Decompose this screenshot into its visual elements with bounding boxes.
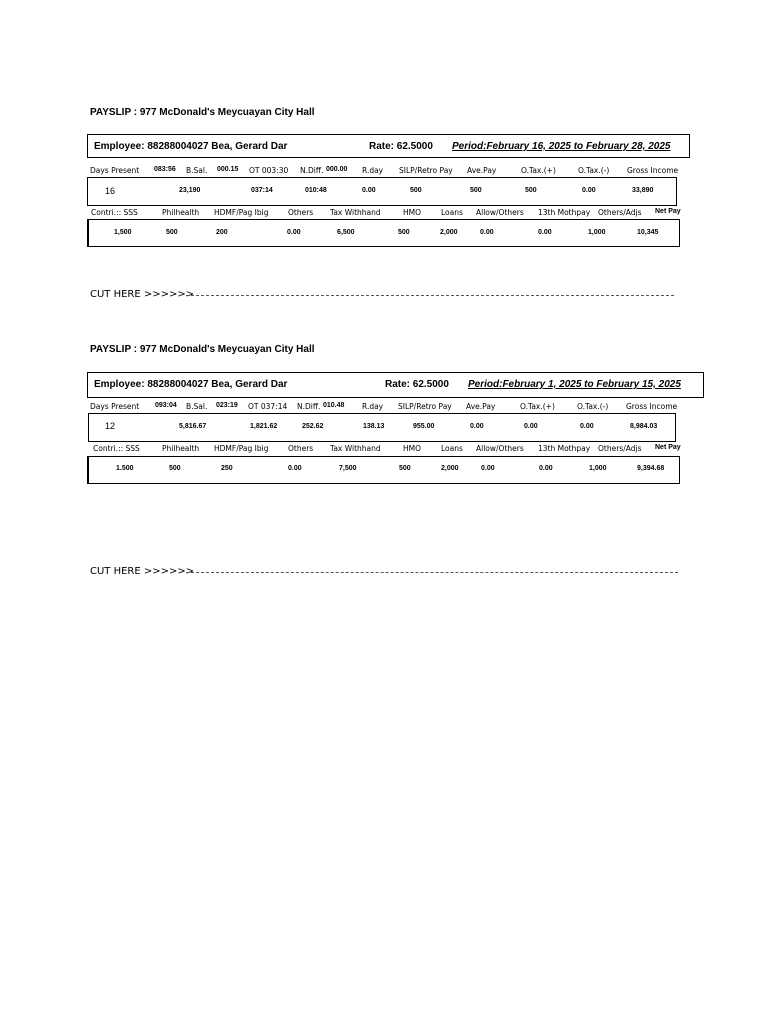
payslip-title: PAYSLIP : 977 McDonald's Meycuayan City Hall <box>90 107 315 118</box>
header-gross: Gross Income <box>627 166 679 175</box>
value-otax-minus: 0.00 <box>582 187 596 194</box>
value-otax-minus: 0.00 <box>580 423 594 430</box>
header-hdmf: HDMF/Pag Ibig <box>214 444 269 453</box>
rate: Rate: 62.5000 <box>369 141 433 152</box>
value-hdmf: 200 <box>216 229 228 236</box>
header-otax-minus: O.Tax.(-) <box>577 402 609 411</box>
value-philhealth: 500 <box>166 229 178 236</box>
header-allow: Allow/Others <box>476 444 524 453</box>
header-gross: Gross Income <box>626 402 678 411</box>
header-13th: 13th Mothpay <box>538 444 591 453</box>
employee-box <box>87 134 690 158</box>
value-adjs: 1,000 <box>588 229 606 236</box>
value-avepay: 0.00 <box>470 423 484 430</box>
rate: Rate: 62.5000 <box>385 379 449 390</box>
header-bsal-value: 023:19 <box>216 402 238 409</box>
header-ndiff: N.Diff. <box>297 402 321 411</box>
header-bsal: B.Sal. <box>186 402 208 411</box>
value-avepay: 500 <box>470 187 482 194</box>
value-netpay: 9,394.68 <box>637 465 665 472</box>
cut-here-label: CUT HERE >>>>>> <box>90 289 195 300</box>
value-hdmf: 250 <box>221 465 233 472</box>
header-bsal: B.Sal. <box>186 166 208 175</box>
value-tax: 6,500 <box>337 229 355 236</box>
value-silp: 500 <box>410 187 422 194</box>
header-loans: Loans <box>441 208 463 217</box>
value-ndiff: 010:48 <box>305 187 327 194</box>
value-philhealth: 500 <box>169 465 181 472</box>
header-otax-plus: O.Tax.(+) <box>521 166 556 175</box>
header-others: Others <box>288 444 314 453</box>
value-others: 0.00 <box>288 465 302 472</box>
header-others: Others <box>288 208 314 217</box>
header-netpay: Net Pay <box>655 208 681 215</box>
value-allow: 0.00 <box>481 465 495 472</box>
value-hmo: 500 <box>399 465 411 472</box>
header-ot: OT 003:30 <box>249 166 289 175</box>
value-bsal: 5,816.67 <box>179 423 207 430</box>
employee-info: Employee: 88288004027 Bea, Gerard Dar <box>94 141 288 152</box>
header-tax: Tax Withhand <box>330 208 381 217</box>
value-gross: 8,984.03 <box>630 423 658 430</box>
header-netpay: Net Pay <box>655 444 681 451</box>
header-bsal-value: 000.15 <box>217 166 239 173</box>
value-adjs: 1,000 <box>589 465 607 472</box>
value-netpay: 10,345 <box>637 229 659 236</box>
header-silp: SILP/Retro Pay <box>399 166 453 175</box>
value-loans: 2,000 <box>441 465 459 472</box>
value-days: 12 <box>105 421 116 431</box>
value-loans: 2,000 <box>440 229 458 236</box>
cut-dashed-line <box>186 572 678 573</box>
value-allow: 0.00 <box>480 229 494 236</box>
header-days-present: Days Present <box>90 402 140 411</box>
value-bsal: 23,190 <box>179 187 201 194</box>
header-philhealth: Philhealth <box>162 208 200 217</box>
header-hours: 083:56 <box>154 166 176 173</box>
value-13th: 0.00 <box>538 229 552 236</box>
value-ndiff: 252.62 <box>302 423 324 430</box>
header-sss: Contri.:: SSS <box>91 208 138 217</box>
value-gross: 33,890 <box>632 187 654 194</box>
header-hmo: HMO <box>403 444 422 453</box>
value-others: 0.00 <box>287 229 301 236</box>
value-sss: 1,500 <box>114 229 132 236</box>
header-avepay: Ave.Pay <box>467 166 497 175</box>
header-otax-minus: O.Tax.(-) <box>578 166 610 175</box>
cut-dashed-line <box>186 295 674 296</box>
header-ndiff: N.Diff. <box>300 166 324 175</box>
header-otax-plus: O.Tax.(+) <box>520 402 555 411</box>
value-13th: 0.00 <box>539 465 553 472</box>
value-tax: 7,500 <box>339 465 357 472</box>
header-tax: Tax Withhand <box>330 444 381 453</box>
header-adjs: Others/Adjs <box>598 444 642 453</box>
value-hmo: 500 <box>398 229 410 236</box>
payslip-title: PAYSLIP : 977 McDonald's Meycuayan City Hall <box>90 344 315 355</box>
value-days: 16 <box>105 186 116 196</box>
header-13th: 13th Mothpay <box>538 208 591 217</box>
header-avepay: Ave.Pay <box>466 402 496 411</box>
header-ndiff-value: 000.00 <box>326 166 348 173</box>
header-hours: 093:04 <box>155 402 177 409</box>
employee-info: Employee: 88288004027 Bea, Gerard Dar <box>94 379 288 390</box>
value-rday: 138.13 <box>363 423 385 430</box>
header-sss: Contri.:: SSS <box>93 444 140 453</box>
header-silp: SILP/Retro Pay <box>398 402 452 411</box>
header-adjs: Others/Adjs <box>598 208 642 217</box>
value-otax-plus: 0.00 <box>524 423 538 430</box>
value-silp: 955.00 <box>413 423 435 430</box>
header-rday: R.day <box>362 166 384 175</box>
value-sss: 1.500 <box>116 465 134 472</box>
header-hdmf: HDMF/Pag Ibig <box>214 208 269 217</box>
header-loans: Loans <box>441 444 463 453</box>
header-ndiff-value: 010.48 <box>323 402 345 409</box>
cut-here-label: CUT HERE >>>>>> <box>90 566 195 577</box>
employee-box <box>87 372 704 398</box>
value-otax-plus: 500 <box>525 187 537 194</box>
value-ot: 1,821.62 <box>250 423 278 430</box>
value-ot: 037:14 <box>251 187 273 194</box>
header-days-present: Days Present <box>90 166 140 175</box>
period: Period:February 16, 2025 to February 28, 2025 <box>452 141 671 152</box>
header-rday: R.day <box>362 402 384 411</box>
period: Period:February 1, 2025 to February 15, 2025 <box>468 379 681 390</box>
header-hmo: HMO <box>403 208 422 217</box>
header-allow: Allow/Others <box>476 208 524 217</box>
header-ot: OT 037:14 <box>248 402 288 411</box>
header-philhealth: Philhealth <box>162 444 200 453</box>
value-rday: 0.00 <box>362 187 376 194</box>
